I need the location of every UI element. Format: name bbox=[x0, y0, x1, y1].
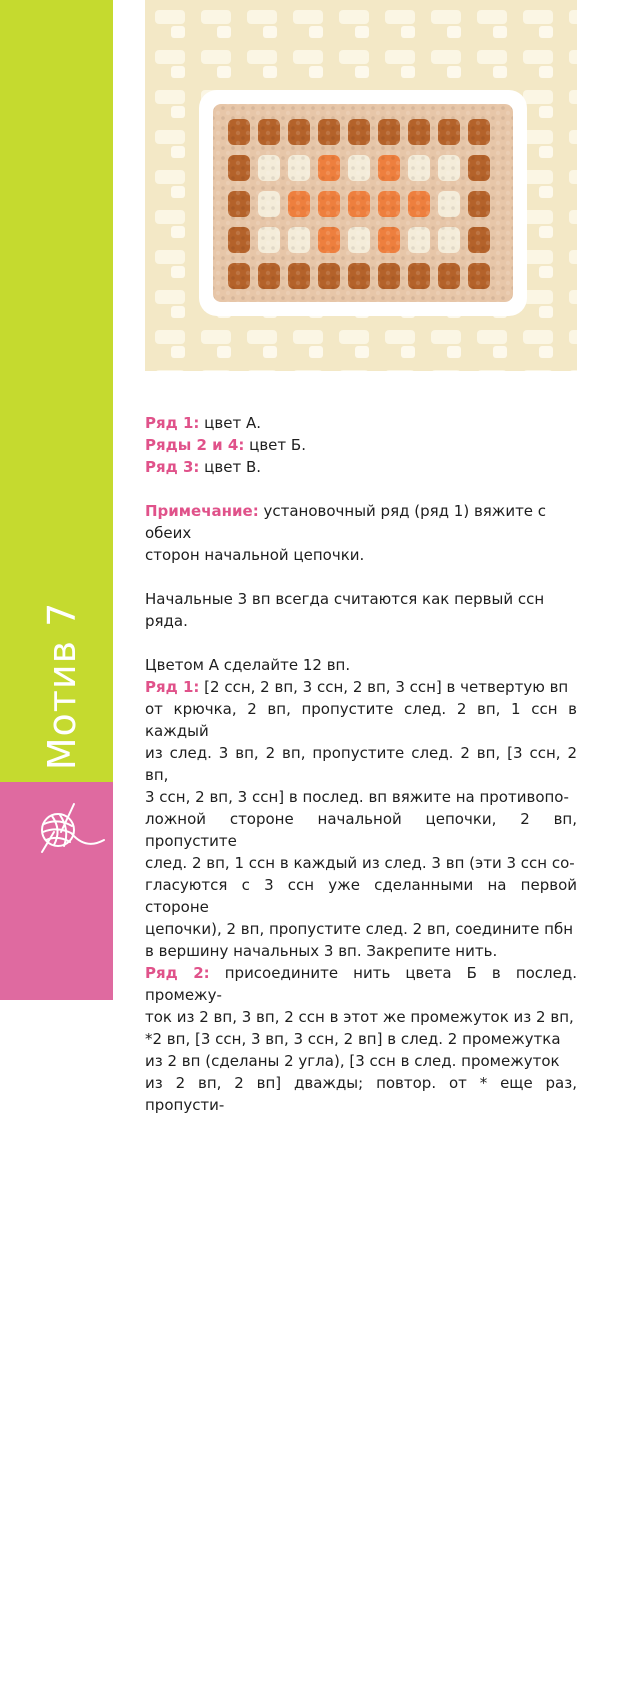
instruction-line bbox=[145, 852, 577, 874]
instruction-text: гласуются с 3 ссн уже сделанными на первой стороне bbox=[145, 876, 577, 916]
row-label: Ряд 2: bbox=[145, 964, 210, 982]
pattern-text bbox=[145, 412, 577, 1116]
instruction-text: ток из 2 вп, 3 вп, 2 ссн в этот же промежуток из 2 вп, bbox=[145, 1008, 574, 1026]
instruction-line bbox=[145, 1028, 577, 1050]
instruction-text: из след. 3 вп, 2 вп, пропустите след. 2 вп, [3 ссн, 2 вп, bbox=[145, 744, 577, 784]
instruction-line bbox=[145, 1072, 577, 1116]
instruction-line bbox=[145, 940, 577, 962]
row-1-instructions bbox=[145, 676, 577, 962]
instruction-text: след. 2 вп, 1 ссн в каждый из след. 3 вп (эти 3 ссн со- bbox=[145, 854, 575, 872]
instruction-text: ложной стороне начальной цепочки, 2 вп, пропустите bbox=[145, 810, 577, 850]
instruction-line bbox=[145, 676, 577, 698]
paragraph-chain: Начальные 3 вп всегда считаются как первый ссн ряда. bbox=[145, 590, 545, 630]
instruction-line bbox=[145, 874, 577, 918]
instruction-line bbox=[145, 1050, 577, 1072]
instruction-text: присоедините нить цвета Б в послед. промежу- bbox=[145, 964, 578, 1004]
motif-title-text: Мотив 7 bbox=[40, 601, 84, 771]
instruction-line bbox=[145, 698, 577, 742]
instruction-line bbox=[145, 742, 577, 786]
yarn-ball-icon bbox=[36, 800, 108, 856]
instruction-text: [2 ссн, 2 вп, 3 ссн, 2 вп, 3 ссн] в четвертую вп bbox=[199, 678, 569, 696]
instruction-text: от крючка, 2 вп, пропустите след. 2 вп, 1 ссн в каждый bbox=[145, 700, 577, 740]
motif-photo bbox=[145, 0, 577, 371]
instruction-text: цепочки), 2 вп, пропустите след. 2 вп, соедините пбн bbox=[145, 920, 574, 938]
instruction-line bbox=[145, 962, 577, 1006]
instruction-line bbox=[145, 918, 577, 940]
row-2-instructions bbox=[145, 962, 577, 1116]
color-row-2: Ряды 2 и 4: цвет Б. bbox=[145, 436, 306, 454]
note-line-1: Примечание: установочный ряд (ряд 1) вяжите с обеих bbox=[145, 502, 547, 542]
color-row-1: Ряд 1: цвет А. bbox=[145, 414, 261, 432]
pink-footer-block bbox=[0, 782, 113, 1686]
instruction-text: *2 вп, [3 ссн, 3 вп, 3 ссн, 2 вп] в след. 2 промежутка bbox=[145, 1030, 561, 1048]
note-line-2: сторон начальной цепочки. bbox=[145, 546, 365, 564]
instruction-line bbox=[145, 1006, 577, 1028]
instruction-text: 3 ссн, 2 вп, 3 ссн] в послед. вп вяжите на противопо- bbox=[145, 788, 569, 806]
instruction-text: из 2 вп, 2 вп] дважды; повтор. от * еще раз, пропусти- bbox=[145, 1074, 577, 1114]
intro-line: Цветом А сделайте 12 вп. bbox=[145, 656, 351, 674]
instruction-line bbox=[145, 786, 577, 808]
motif-title bbox=[32, 596, 92, 776]
page-number: 20 bbox=[47, 1670, 66, 1686]
instruction-text: в вершину начальных 3 вп. Закрепите нить. bbox=[145, 942, 498, 960]
instruction-text: из 2 вп (сделаны 2 угла), [3 ссн в след. промежуток bbox=[145, 1052, 560, 1070]
row-label: Ряд 1: bbox=[145, 678, 200, 696]
instruction-line bbox=[145, 808, 577, 852]
color-row-3: Ряд 3: цвет В. bbox=[145, 458, 262, 476]
